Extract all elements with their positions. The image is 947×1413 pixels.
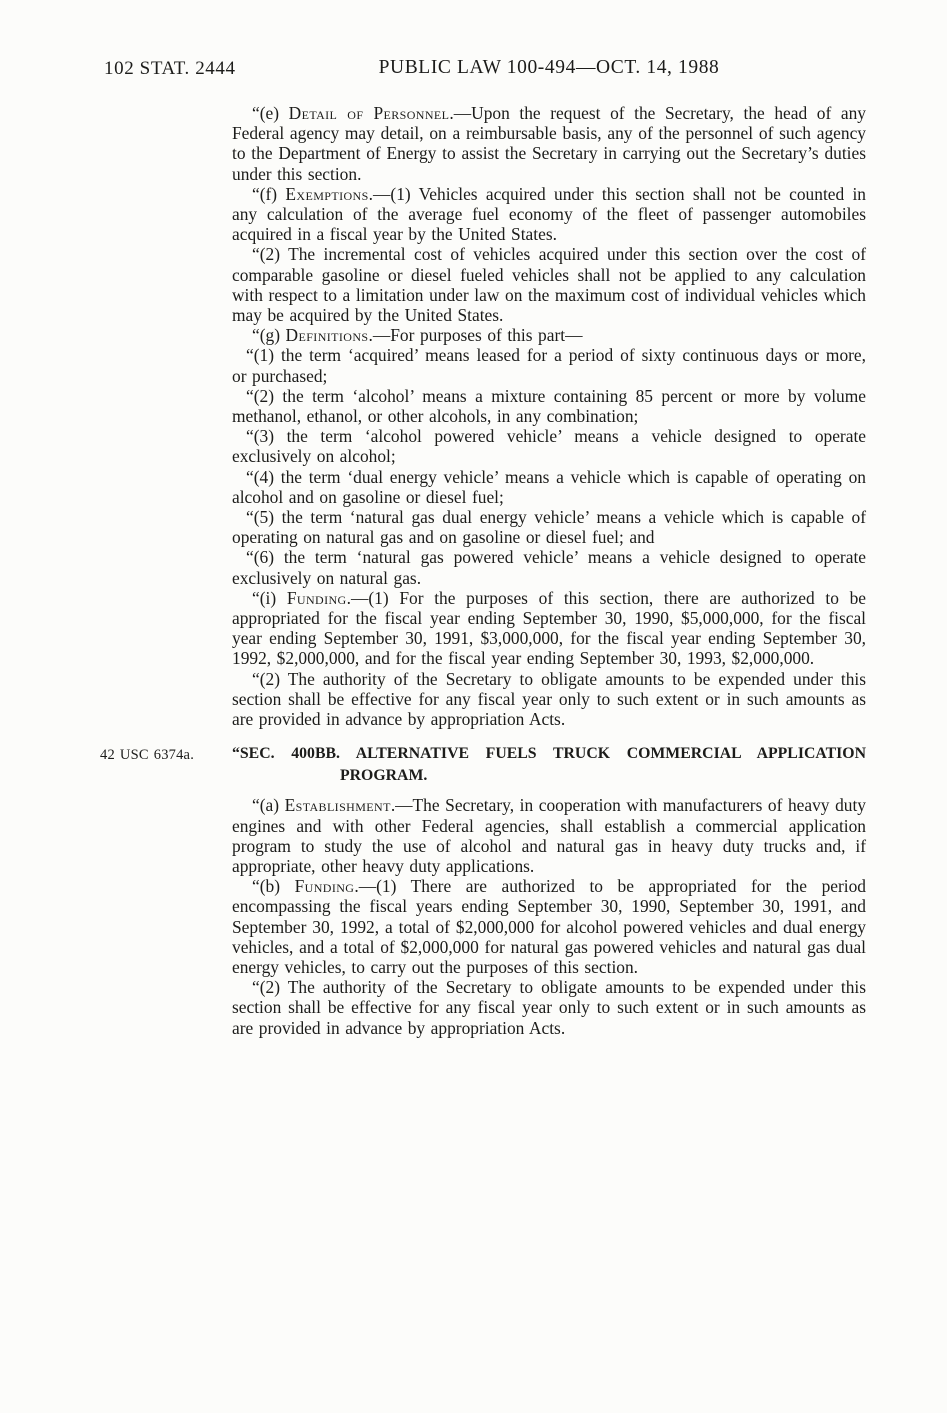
para-text: “(6) the term ‘natural gas powered vehicle’ means a vehicle designed to operate exclusively on natural gas. xyxy=(232,547,866,588)
para-term-smallcaps: Establishment xyxy=(284,795,391,816)
section-heading-line2: PROGRAM. xyxy=(340,767,428,785)
paragraph-e-detail-of-personnel xyxy=(232,103,866,184)
para-text: “(2) The authority of the Secretary to obligate amounts to be expended under this section shall be effective for any fiscal year only to such extent or in such amounts as are provided in advance by appropriation Acts. xyxy=(232,977,866,1038)
section-heading-line1: “SEC. 400BB. ALTERNATIVE FUELS TRUCK COMMERCIAL APPLICATION xyxy=(232,745,866,763)
para-term-smallcaps: Definitions xyxy=(285,325,369,346)
section-400bb-heading-block xyxy=(100,743,866,787)
paragraph-f-exemptions-1 xyxy=(232,184,866,245)
paragraph-i-funding-2 xyxy=(232,669,866,730)
text-column xyxy=(100,103,867,1038)
definition-6-natural-gas-powered-vehicle xyxy=(232,547,866,587)
definition-5-natural-gas-dual-energy-vehicle xyxy=(232,507,866,547)
paragraph-b-funding-2 xyxy=(232,977,866,1038)
paragraph-i-funding-1 xyxy=(232,588,866,669)
definition-2-alcohol xyxy=(232,386,866,426)
paragraph-g-definitions xyxy=(232,325,866,345)
law-title-header: PUBLIC LAW 100-494—OCT. 14, 1988 xyxy=(378,57,720,78)
definition-1-acquired xyxy=(232,345,866,385)
para-label: “(f) xyxy=(252,183,286,204)
stat-page-number: 102 STAT. 2444 xyxy=(104,58,236,79)
para-text: “(1) the term ‘acquired’ means leased for a period of sixty continuous days or more, or purchased; xyxy=(232,345,866,386)
paragraph-f-exemptions-2 xyxy=(232,244,866,325)
para-text: “(3) the term ‘alcohol powered vehicle’ means a vehicle designed to operate exclusively on alcohol; xyxy=(232,426,866,467)
para-term-smallcaps: Detail of Personnel xyxy=(288,103,450,123)
para-term-smallcaps: Exemptions xyxy=(285,183,369,204)
para-text: .—The Secretary, in cooperation with manufacturers of heavy duty engines and with other Federal agencies, shall establish a commercial application program to study the use of alcohol and natural gas in heavy duty trucks and, if appropriate, other heavy duty applications. xyxy=(232,795,867,876)
para-text: .—For purposes of this part— xyxy=(368,325,583,346)
para-term-smallcaps: Funding xyxy=(286,587,347,608)
para-label: “(a) xyxy=(252,795,285,816)
para-text: .—(1) Vehicles acquired under this section shall not be counted in any calculation of the average fuel economy of the fleet of passenger automobiles acquired in a fiscal year by the United States. xyxy=(232,183,866,245)
para-text: “(2) the term ‘alcohol’ means a mixture containing 85 percent or more by volume methanol, ethanol, or other alcohols, in any combination; xyxy=(232,385,866,427)
para-label: “(e) xyxy=(252,103,289,123)
para-label: “(g) xyxy=(252,325,286,346)
para-text: .—(1) There are authorized to be appropriated for the period encompassing the fiscal years ending September 30, 1990, September 30, 1991, and September 30, 1992, a total of $2,000,000 for alcohol powered vehicles and dual energy vehicles, and a total of $2,000,000 for natural gas powered vehicles and natural gas dual energy vehicles, to carry out the purposes of this section. xyxy=(232,876,867,977)
definition-4-dual-energy-vehicle xyxy=(232,467,866,507)
para-text: “(5) the term ‘natural gas dual energy vehicle’ means a vehicle which is capable of operating on natural gas and on gasoline or diesel fuel; and xyxy=(232,507,866,548)
paragraph-a-establishment xyxy=(232,795,866,876)
para-text: .—(1) For the purposes of this section, there are authorized to be appropriated for the fiscal year ending September 30, 1990, $5,000,000, for the fiscal year ending September 30, 1991, $3,000,000, for the fiscal year ending September 30, 1992, $2,000,000, and for the fiscal year ending September 30, 1993, $2,000,000. xyxy=(232,587,866,669)
para-text: “(2) The incremental cost of vehicles acquired under this section over the cost of comparable gasoline or diesel fueled vehicles shall not be applied to any calculation with respect to a limitation under law on the maximum cost of individual vehicles which may be acquired by the United States. xyxy=(232,244,866,326)
paragraph-b-funding-1 xyxy=(232,876,866,977)
usc-margin-note: 42 USC 6374a. xyxy=(100,747,195,764)
para-label: “(i) xyxy=(252,587,287,608)
para-term-smallcaps: Funding xyxy=(294,876,355,897)
para-text: .—Upon the request of the Secretary, the head of any Federal agency may detail, on a reimbursable basis, any of the personnel of such agency to the Department of Energy to assist the Secretary in carrying out the Secretary’s duties under this section. xyxy=(232,103,866,184)
para-text: “(4) the term ‘dual energy vehicle’ means a vehicle which is capable of operating on alcohol and on gasoline or diesel fuel; xyxy=(232,466,866,507)
para-text: “(2) The authority of the Secretary to obligate amounts to be expended under this section shall be effective for any fiscal year only to such extent or in such amounts as are provided in advance by appropriation Acts. xyxy=(232,668,866,730)
para-label: “(b) xyxy=(252,876,295,897)
definition-3-alcohol-powered-vehicle xyxy=(232,426,866,466)
